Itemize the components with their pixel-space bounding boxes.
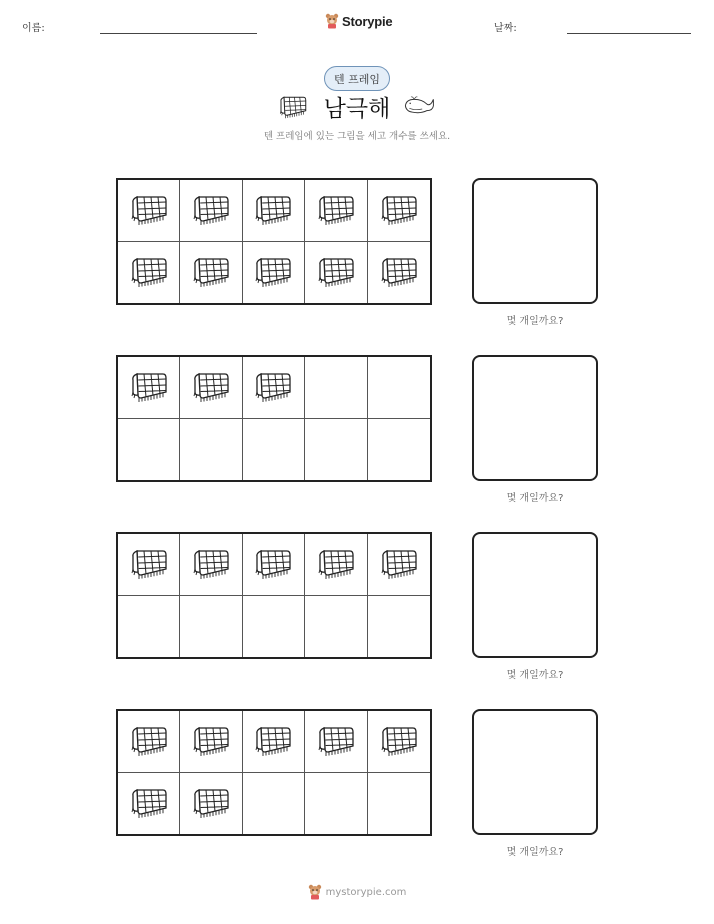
blanket-icon [253,547,293,581]
name-label: 이름: [22,23,45,34]
ten-frame-cell [368,596,430,658]
ten-frame-cell [180,773,242,835]
ten-frame-cell [243,596,305,658]
blanket-icon [253,724,293,758]
blanket-icon [129,547,169,581]
ten-frame-cell [305,773,367,835]
ten-frame-cell [180,357,242,419]
name-line[interactable] [100,33,257,34]
footer [0,884,714,900]
ten-frame-cell [305,180,367,242]
ten-frame-cell [243,773,305,835]
ten-frame-cell [118,242,180,304]
answer-box[interactable] [472,709,598,835]
footer-url[interactable]: mystorypie.com [325,886,407,898]
date-line[interactable] [567,33,691,34]
ten-frame-cell [368,419,430,481]
ten-frame-cell [305,419,367,481]
ten-frame-cell [305,596,367,658]
ten-frame-cell [368,242,430,304]
ten-frame-cell [243,357,305,419]
ten-frame-cell [305,534,367,596]
blanket-icon [253,193,293,227]
instruction-text: 텐 프레임에 있는 그림을 세고 개수를 쓰세요. [263,131,451,142]
ten-frame-cell [368,773,430,835]
ten-frame-cell [305,242,367,304]
blanket-icon [379,255,419,289]
blanket-icon [191,786,231,820]
ten-frame-cell [118,534,180,596]
blanket-icon [253,370,293,404]
blanket-icon [129,724,169,758]
ten-frame-cell [180,419,242,481]
answer-box[interactable] [472,178,598,304]
answer-box[interactable] [472,355,598,481]
brand-logo [325,13,392,29]
blanket-icon [379,547,419,581]
ten-frame-cell [180,711,242,773]
ten-frame-cell [243,180,305,242]
blanket-icon [379,193,419,227]
whale-icon [403,94,435,116]
ten-frame-cell [305,711,367,773]
ten-frame-cell [368,180,430,242]
ten-frame-cell [180,180,242,242]
ten-frame [116,178,432,305]
ten-frame-cell [368,534,430,596]
ten-frame-cell [118,711,180,773]
blanket-icon [129,370,169,404]
page-title: 남극해 [323,96,391,122]
answer-box[interactable] [472,532,598,658]
ten-frame-cell [180,534,242,596]
ten-frame-cell [118,419,180,481]
ten-frame [116,532,432,659]
worksheet-badge: 텐 프레임 [324,66,390,91]
blanket-icon [316,547,356,581]
ten-frame [116,355,432,482]
blanket-icon [129,255,169,289]
ten-frame-cell [180,242,242,304]
ten-frame-cell [118,773,180,835]
ten-frame-cell [368,357,430,419]
blanket-icon [316,255,356,289]
blanket-icon [191,547,231,581]
blanket-icon [316,193,356,227]
blanket-icon [379,724,419,758]
ten-frame-cell [118,357,180,419]
question-label: 몇 개일까요? [506,493,564,504]
ten-frame-cell [368,711,430,773]
ten-frame-cell [118,596,180,658]
blanket-icon [253,255,293,289]
ten-frame-cell [243,534,305,596]
bear-mascot-icon [325,13,339,29]
blanket-icon [191,370,231,404]
date-label: 날짜: [494,23,517,34]
question-label: 몇 개일까요? [506,847,564,858]
ten-frame-cell [243,242,305,304]
ten-frame-cell [118,180,180,242]
blanket-icon [191,255,231,289]
ten-frame-cell [305,357,367,419]
ten-frame-cell [243,711,305,773]
blanket-icon [316,724,356,758]
blanket-icon [191,724,231,758]
bear-mascot-icon [308,884,322,900]
ten-frame [116,709,432,836]
blanket-icon [129,786,169,820]
ten-frame-cell [243,419,305,481]
brand-name: Storypie [342,13,393,29]
question-label: 몇 개일까요? [506,670,564,681]
ten-frame-cell [180,596,242,658]
question-label: 몇 개일까요? [506,316,564,327]
blanket-icon [191,193,231,227]
blanket-icon [129,193,169,227]
